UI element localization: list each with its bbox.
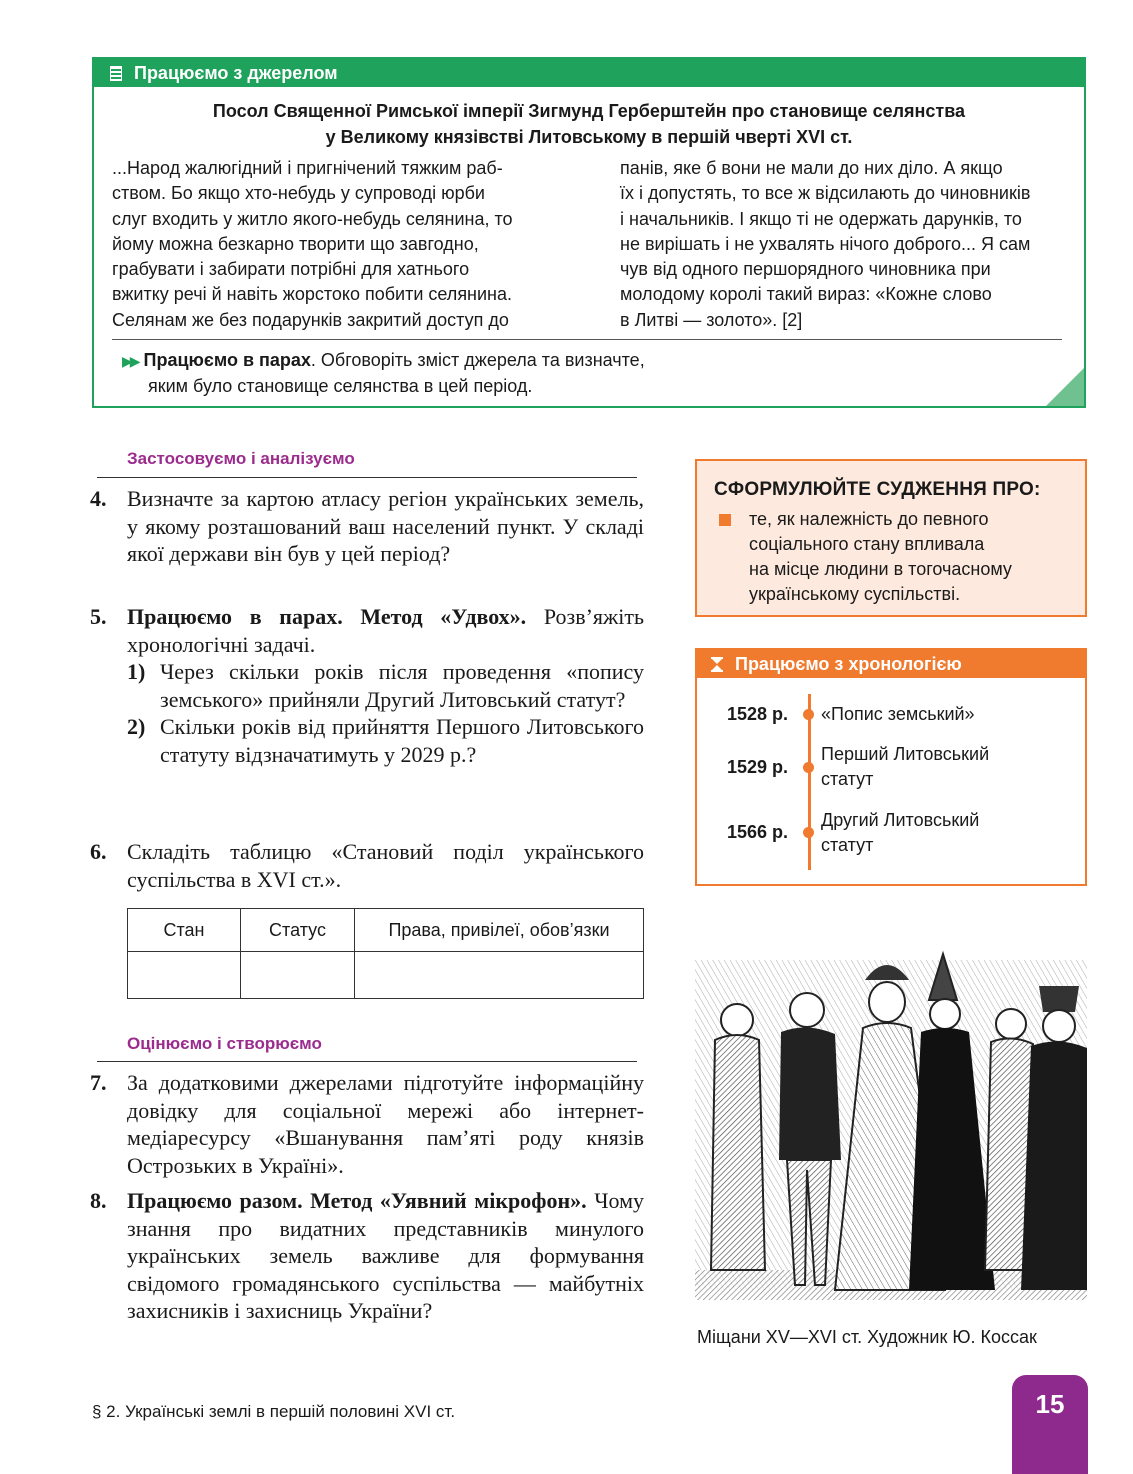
judgement-box (695, 459, 1087, 617)
source-line: їх і допустять, то все ж відсилають до чиновників (620, 183, 1031, 204)
task-7 (90, 1069, 644, 1179)
subtask-number: 1) (127, 659, 146, 684)
timeline-event-line: статут (821, 769, 874, 789)
source-title (94, 98, 1084, 150)
timeline-event-line: статут (821, 835, 874, 855)
section-heading-evaluate: Оцінюємо і створюємо (127, 1034, 322, 1053)
task-text: Складіть таблицю «Становий поділ українського суспільства в XVI ст.». (127, 839, 644, 892)
source-text (112, 156, 1072, 333)
task-number: 8. (90, 1188, 107, 1213)
judgement-title: СФОРМУЛЮЙТЕ СУДЖЕННЯ ПРО: (714, 479, 1041, 500)
source-line: слуг входить у житло якого-небудь селянина, то (112, 208, 513, 229)
judgement-line: соціального стану впливала (749, 534, 985, 554)
timeline-event (821, 808, 1061, 858)
timeline-event-line: «Попис земський» (821, 704, 975, 724)
task-5 (90, 603, 644, 768)
footer-chapter: § 2. Українські землі в першій половині XVI ст. (92, 1402, 456, 1421)
timeline-line (808, 694, 811, 870)
section-heading-apply: Застосовуємо і аналізуємо (127, 449, 355, 468)
subtask-text: Скільки років від прийняття Першого Литовського статуту відзначатимуть у 2029 р.? (160, 714, 644, 767)
task-6 (90, 838, 644, 893)
pair-work-text: . Обговоріть зміст джерела та визначте, (310, 350, 645, 370)
source-line: панів, яке б вони не мали до них діло. А якщо (620, 158, 1003, 178)
source-title-line1: Посол Священної Римської імперії Зигмунд Герберштейн про становище селянства (212, 101, 966, 121)
table-cell (128, 952, 241, 999)
judgement-line: на місце людини в тогочасному (749, 559, 1012, 579)
pair-work-text-line2: яким було становище селянства в цей період. (148, 376, 533, 396)
subtask-text: Через скільки років після проведення «попису земського» прийняли Другий Литовський статут? (160, 659, 644, 712)
source-line: в Литві — золото». [2] (620, 309, 803, 330)
pair-work-task (122, 348, 645, 399)
hourglass-icon (711, 657, 723, 672)
table-row (128, 952, 644, 999)
judgement-line: українському суспільстві. (749, 584, 961, 604)
chronology-header-label: Працюємо з хронологією (735, 653, 962, 674)
task-number: 6. (90, 839, 107, 864)
task-number: 7. (90, 1070, 107, 1095)
table-header-estate: Стан (128, 909, 241, 952)
timeline-event-line: Перший Литовський (821, 744, 990, 764)
source-line: і начальників. І якщо ті не одержать дарунків, то (620, 208, 1022, 229)
timeline-year: 1566 р. (727, 822, 789, 842)
timeline-dot (803, 762, 814, 773)
timeline-event (821, 702, 1061, 727)
task-instruction: Чому знання про видатних представників минулого українських земель важливе для формування свідомого громадянського суспільства — майбутніх захисників і захисниць України? (127, 1188, 644, 1323)
task-method-label: Працюємо в парах. Метод «Удвох». (127, 604, 527, 629)
page-number: 15 (1012, 1375, 1088, 1474)
table-cell (355, 952, 644, 999)
timeline-year: 1529 р. (727, 757, 789, 777)
source-line: Селянам же без подарунків закритий доступ до (112, 309, 509, 330)
section-divider (97, 1061, 637, 1062)
estate-table (127, 908, 644, 999)
document-icon (110, 66, 122, 81)
double-arrow-icon: ▶▶ (122, 353, 138, 369)
task-method-label: Працюємо разом. Метод «Уявний мікрофон». (127, 1188, 587, 1213)
subtask-number: 2) (127, 714, 146, 739)
timeline-dot (803, 709, 814, 720)
task-number: 5. (90, 604, 107, 629)
source-header (94, 59, 1084, 87)
source-line: вжитку речі й навіть жорстоко побити селянина. (112, 284, 513, 305)
chronology-header (697, 650, 1085, 678)
task-4 (90, 485, 644, 568)
source-column-left (112, 156, 564, 333)
source-line: не вирішать і не ухвалять нічого доброго... Я сам (620, 233, 1031, 254)
source-title-line2: у Великому князівстві Литовському в першій чверті XVI ст. (325, 127, 853, 147)
subtask-2 (127, 713, 644, 768)
table-cell (241, 952, 355, 999)
divider (112, 339, 1062, 340)
subtask-1 (127, 658, 644, 713)
table-header-row (128, 909, 644, 952)
image-caption: Міщани XV—XVI ст. Художник Ю. Коссак (697, 1327, 1037, 1347)
table-header-status: Статус (241, 909, 355, 952)
source-box (92, 57, 1086, 408)
source-line: ...Народ жалюгідний і пригнічений тяжким раб- (112, 158, 503, 178)
chronology-box (695, 648, 1087, 886)
source-line: грабувати і забирати потрібні для хатнього (112, 259, 470, 280)
task-text: Визначте за картою атласу регіон українських земель, у якому розташований ваш населений пункт. У складі якої держави він був у цей період? (127, 486, 644, 566)
source-header-label: Працюємо з джерелом (134, 62, 338, 83)
source-column-right (620, 156, 1072, 333)
judgement-line: те, як належність до певного (749, 509, 989, 529)
task-8 (90, 1187, 644, 1325)
townspeople-engraving (695, 940, 1087, 1312)
task-text (127, 603, 644, 658)
timeline-dot (803, 827, 814, 838)
timeline-year: 1528 р. (727, 704, 789, 724)
timeline-event (821, 742, 1061, 792)
task-number: 4. (90, 486, 107, 511)
task-instruction: Розв’яжіть хронологічні задачі. (127, 604, 645, 657)
task-text (127, 1187, 644, 1325)
source-line: чув від одного першорядного чиновника при (620, 259, 991, 280)
corner-decoration (1046, 368, 1084, 406)
task-text: За додатковими джерелами підготуйте інформаційну довідку для соціальної мережі або інтернет-медіаресурсу «Вшанування пам’яті роду князів Острозьких в Україні». (127, 1070, 644, 1178)
pair-work-label: Працюємо в парах (143, 350, 311, 370)
table-header-rights: Права, привілеї, обов’язки (355, 909, 644, 952)
timeline-event-line: Другий Литовський (821, 810, 980, 830)
square-bullet-icon (719, 514, 731, 526)
section-divider (97, 477, 637, 478)
source-line: молодому королі такий вираз: «Кожне слово (620, 284, 992, 305)
source-line: ством. Бо якщо хто-небудь у супроводі юрби (112, 183, 485, 204)
source-line: йому можна безкарно творити що завгодно, (112, 233, 479, 254)
judgement-text (749, 507, 1069, 607)
